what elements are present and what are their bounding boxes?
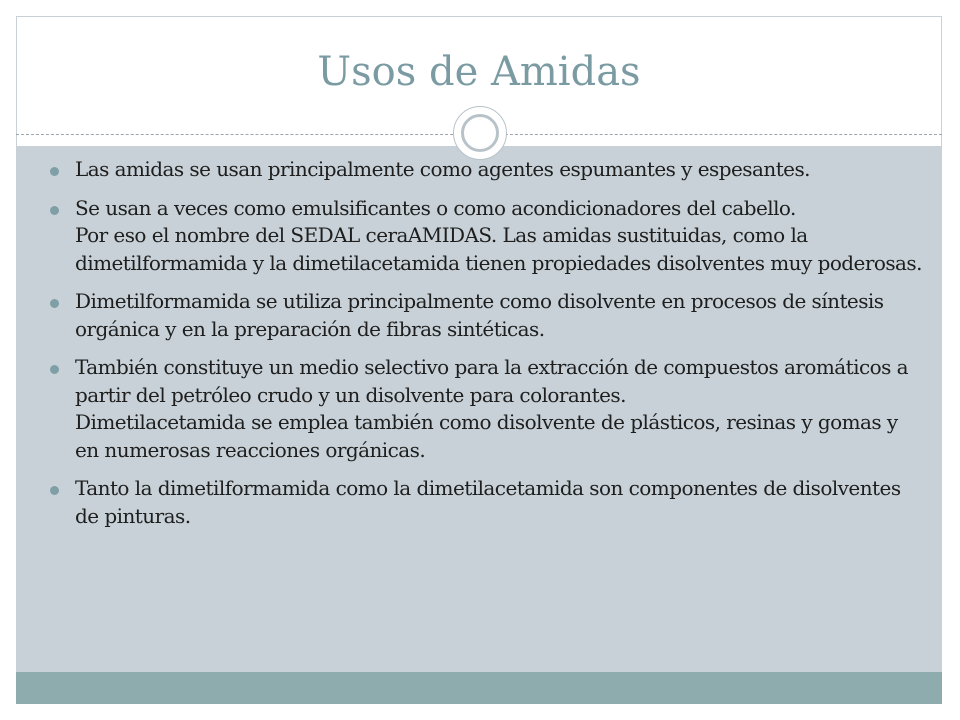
footer-bar xyxy=(16,672,942,704)
bullet-item xyxy=(50,156,926,184)
bullet-list xyxy=(50,156,926,541)
bullet-text: Dimetilformamida se utiliza principalmente como disolvente en procesos de síntesis orgánica y en la preparación de fibras sintéticas. xyxy=(75,289,884,341)
bullet-text: Se usan a veces como emulsificantes o como acondicionadores del cabello. xyxy=(75,195,796,220)
bullet-item xyxy=(50,475,926,530)
slide-title: Usos de Amidas xyxy=(317,49,641,95)
circle-ring-icon xyxy=(453,106,507,160)
bullet-item xyxy=(50,288,926,343)
bullet-text: También constituye un medio selectivo para la extracción de compuestos aromáticos a partir del petróleo crudo y un disolvente para colorantes. xyxy=(75,355,908,407)
bullet-text: Las amidas se usan principalmente como agentes espumantes y espesantes. xyxy=(75,157,810,181)
bullet-item xyxy=(50,195,926,278)
bullet-text: Por eso el nombre del SEDAL ceraAMIDAS. Las amidas sustituidas, como la dimetilformamida y la dimetilacetamida tienen propiedades disolventes muy poderosas. xyxy=(75,223,922,275)
bullet-item xyxy=(50,354,926,464)
circle-inner-ring xyxy=(461,114,499,152)
bullet-text: Dimetilacetamida se emplea también como disolvente de plásticos, resinas y gomas y en numerosas reacciones orgánicas. xyxy=(75,410,898,462)
bullet-text: Tanto la dimetilformamida como la dimetilacetamida son componentes de disolventes de pinturas. xyxy=(75,476,901,528)
